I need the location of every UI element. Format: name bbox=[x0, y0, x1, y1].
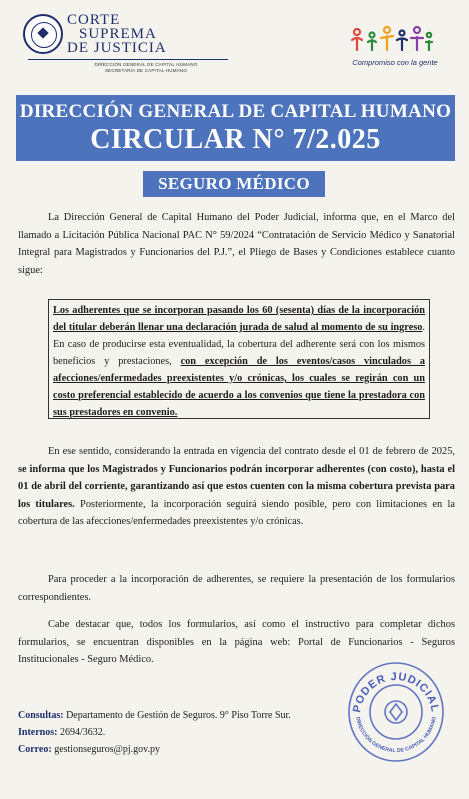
subject-heading: SEGURO MÉDICO bbox=[143, 171, 325, 197]
clause-part-3: con excepción de los eventos/casos vinculados a afecciones/enfermedades preexistentes y/o crónicas, los cuales se regirán con un costo preferencial establecido de acuerdo a los convenios que tiene la prestadora con sus prestadores en convenio. bbox=[53, 356, 425, 418]
logo-divider bbox=[28, 59, 228, 60]
logo-subtitle bbox=[66, 62, 226, 74]
correo-value[interactable]: gestionseguros@pj.gov.py bbox=[51, 744, 160, 755]
portal-paragraph: Cabe destacar que, todos los formularios, así como el instructivo para completar dichos formularios, se encuentran disponibles en la página web: Portal de Funcionarios - Seguros Institucionales - Seguro Médico. bbox=[18, 619, 455, 665]
consultas-value: Departamento de Gestión de Seguros. 9° Piso Torre Sur. bbox=[63, 710, 291, 721]
contact-internos bbox=[18, 724, 358, 741]
quoted-clause-box bbox=[48, 299, 430, 419]
title-banner bbox=[16, 95, 455, 161]
people-logo-icon bbox=[350, 24, 434, 54]
deadline-part-3: Posteriormente, la incorporación seguirá siendo posible, pero con limitaciones en la cobertura de las afecciones/enfermedades preexistentes y/o crónicas. bbox=[18, 498, 455, 527]
intro-paragraph: La Dirección General de Capital Humano del Poder Judicial, informa que, en el Marco del llamado a Licitación Pública Nacional PAC N° 59/2024 “Contratación de Servicio Médico y Sanatorial Integral para Magistrados y Funcionarios del P.J.”, el Pliego de Bases y Condiciones establece cuanto sigue: bbox=[18, 212, 455, 276]
deadline-paragraph bbox=[18, 443, 455, 531]
circular-number: CIRCULAR N° 7/2.025 bbox=[90, 124, 381, 155]
national-seal-icon bbox=[23, 14, 63, 54]
banner-subtitle: DIRECCIÓN GENERAL DE CAPITAL HUMANO bbox=[19, 101, 452, 122]
forms-paragraph: Para proceder a la incorporación de adherentes, se requiere la presentación de los formularios correspondientes. bbox=[18, 574, 455, 603]
letterhead bbox=[0, 0, 469, 90]
logo-line-2: SUPREMA bbox=[79, 26, 157, 42]
correo-label: Correo: bbox=[18, 744, 52, 755]
svg-text:PODER JUDICIAL bbox=[351, 671, 441, 714]
deadline-part-2: se informa que los Magistrados y Funcionarios podrán incorporar adherentes (con costo), hasta el 01 de abril del corriente, garantizando así que estos cuenten con la misma cobertura prevista para los titulares. bbox=[18, 463, 455, 510]
logo-sub-line-1: DIRECCIÓN GENERAL DE CAPITAL HUMANO bbox=[94, 62, 198, 67]
contact-consultas bbox=[18, 707, 358, 724]
clause-part-1: Los adherentes que se incorporan pasando los 60 (sesenta) días de la incorporación del titular deberán llenar una declaración jurada de salud al momento de su ingreso bbox=[53, 305, 425, 333]
csj-logo-text bbox=[67, 13, 217, 55]
consultas-label: Consultas: bbox=[18, 710, 64, 721]
logo-line-1: CORTE bbox=[67, 12, 121, 28]
deadline-part-1: En ese sentido, considerando la entrada en vigencia del contrato desde el 01 de febrero de 2025, bbox=[48, 446, 455, 457]
contact-block bbox=[18, 707, 358, 758]
stamp-top-text: PODER JUDICIAL bbox=[351, 670, 441, 714]
motto-text: Compromiso con la gente bbox=[352, 58, 438, 67]
contact-correo bbox=[18, 741, 358, 758]
svg-text:DIRECCIÓN GENERAL DE CAPITAL H bbox=[354, 716, 437, 754]
official-stamp-icon bbox=[346, 660, 446, 764]
clause-part-2: . En caso de producirse esta eventualidad, la cobertura del adherente será con los mismos beneficios y prestaciones, bbox=[53, 322, 425, 367]
logo-sub-line-2: SECRETARÍA DE CAPITAL HUMANO bbox=[104, 68, 188, 73]
internos-value: 2694/3632. bbox=[57, 727, 106, 738]
stamp-bottom-text: DIRECCIÓN GENERAL DE CAPITAL HUMANO bbox=[354, 716, 438, 755]
internos-label: Internos: bbox=[18, 727, 58, 738]
logo-line-3: DE JUSTICIA bbox=[67, 40, 167, 56]
